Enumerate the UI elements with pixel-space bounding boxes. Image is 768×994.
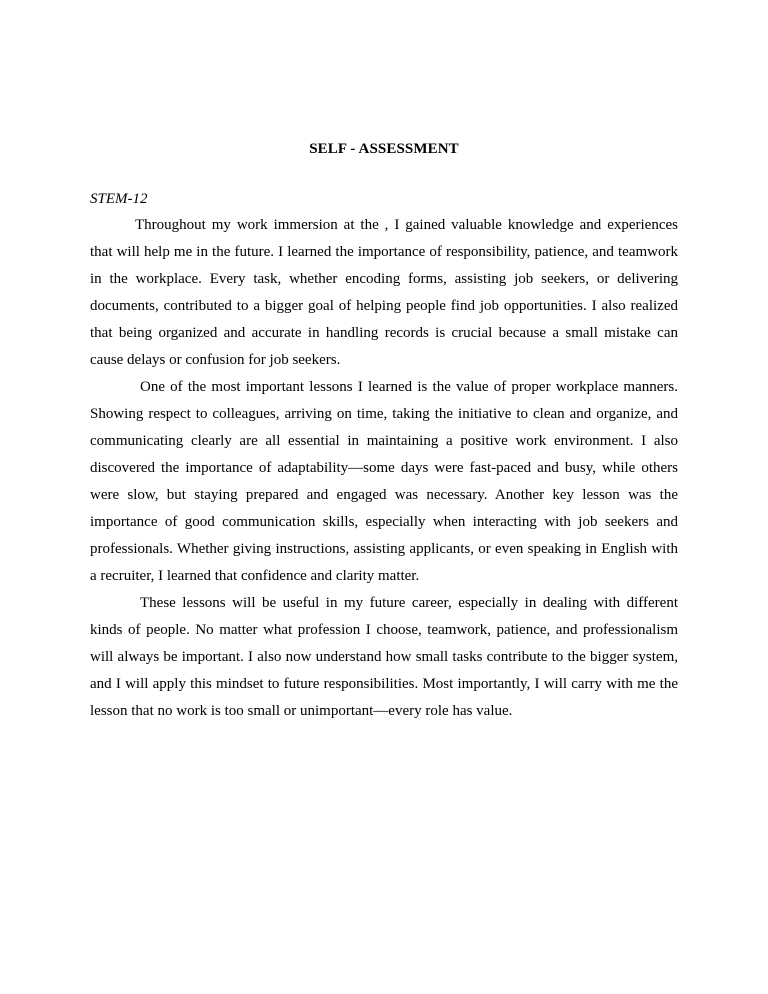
paragraph: Throughout my work immersion at the , I gained valuable knowledge and experiences that will help me in the future. I learned the importance of responsibility, patience, and teamwork in the workplace. Every task, whether encoding forms, assisting job seekers, or delivering documents, contributed to a bigger goal of helping people find job opportunities. I also realized that being organized and accurate in handling records is crucial because a small mistake can cause delays or confusion for job seekers.	[90, 217, 678, 368]
page-title: SELF - ASSESSMENT	[309, 141, 459, 157]
paragraph: These lessons will be useful in my future career, especially in dealing with different kinds of people. No matter what profession I choose, teamwork, patience, and professionalism will always be important. I also now understand how small tasks contribute to the bigger system, and I will apply this mindset to future responsibilities. Most importantly, I will carry with me the lesson that no work is too small or unimportant—every role has value.	[90, 595, 678, 719]
section-label: STEM-12	[90, 191, 148, 207]
paragraph: One of the most important lessons I learned is the value of proper workplace manners. Showing respect to colleagues, arriving on time, taking the initiative to clean and organize, and communicating clearly are all essential in maintaining a positive work environment. I also discovered the importance of adaptability—some days were fast-paced and busy, while others were slow, but staying prepared and engaged was necessary. Another key lesson was the importance of good communication skills, especially when interacting with job seekers and professionals. Whether giving instructions, assisting applicants, or even speaking in English with a recruiter, I learned that confidence and clarity matter.	[90, 379, 678, 584]
body-text	[90, 212, 678, 725]
